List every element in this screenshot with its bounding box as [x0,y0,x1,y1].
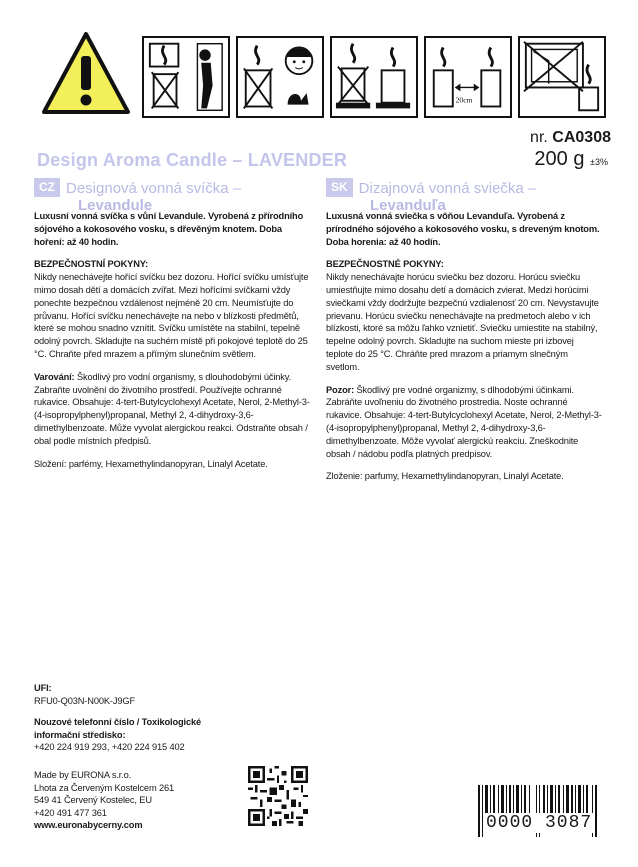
cz-safety [34,258,310,360]
sk-name-line2: Levanduľa [370,197,446,214]
product-number [530,129,611,147]
product-code: CA0308 [552,129,611,146]
no-unattended-icon [330,36,418,118]
cz-warning-text: Škodlivý pro vodní organismy, s dlouhodobými účinky. Zabraňte uvolnění do životního prostředí. Používejte ochranné rukavice. Obsahuje: 4-tert-Butylcyclohexyl Acetate, Nerol, 2-Methyl-3-(4-isopropylphenyl)propanal, Methyl 2, 4-dihydroxy-3,6-dimethylbenzoate. Může vyvolat alergickou reakci. Odstraňte obsah / obal podle místních předpisů. [34,371,310,446]
sk-safety-text: Nikdy nenechávajte horúcu sviečku bez dozoru. Horúcu sviečku umiestňujte mimo dosahu detí a domácich zvierat. Medzi horúcimi sviečkami vždy dodržujte bezpečnú vzdialenosť 20 cm. Nevystavujte prievanu. Horúcu sviečku nenechávajte na predmetoch alebo v ich blízkosti, ktoré sa môžu ľahko vznietiť. Sviečku umiestite na stabilný, tepelne odolný povrch. Skladujte na suchom mieste pri izbovej teplote do 25 °C. Chráňte pred mrazom a priamym slnečným svetlom. [326,272,599,372]
cz-badge: CZ [34,178,60,197]
sk-warning [326,384,602,461]
address-line-2: 549 41 Červený Kostelec, EU [34,795,152,805]
sk-safety [326,258,602,373]
sk-safety-heading: BEZPEČNOSTNÉ POKYNY: [326,259,444,270]
candle-spacing-icon [424,36,512,118]
product-weight [534,148,608,171]
address-line-1: Lhota za Červeným Kostelcem 261 [34,782,175,793]
cz-safety-heading: BEZPEČNOSTNÍ POKYNY: [34,259,149,270]
sk-name-line1: Dizajnová vonná sviečka – [358,180,537,197]
weight-tolerance: ±3% [590,157,608,167]
made-by: Made by EURONA s.r.o. [34,770,132,780]
cz-name-line1: Designová vonná svíčka – [66,180,242,197]
ufi-code: RFU0-Q03N-N00K-J9GF [34,695,135,706]
no-draft-icon [518,36,606,118]
ufi-block [34,682,135,707]
cz-composition: Složení: parfémy, Hexamethylindanopyran, Linalyl Acetate. [34,458,268,469]
cz-column [34,210,310,480]
sk-column [326,210,602,493]
sk-warning-text: Škodlivý pre vodné organizmy, s dlhodobými účinkami. Zabráňte uvoľneniu do životného prostredia. Noste ochranné rukavice. Obsahuje: 4-tert-Butylcyclohexyl Acetate, Nerol, 2-Methyl-3-(4-isopropylphenyl)propanal, Methyl 2, 4-dihydroxy-3,6-dimethylbenzoate. Môže vyvolať alergickú reakciu. Zneškodnite obsah / nádobu podľa platných predpisov. [326,384,602,459]
sk-badge: SK [326,178,353,197]
qr-code [248,766,308,826]
no-children-icon [142,36,230,118]
emergency-label-1: Nouzové telefonní číslo / Toxikologické [34,717,202,727]
emergency-block [34,716,201,754]
weight-value: 200 g [534,148,585,170]
cz-safety-text: Nikdy nenechávejte hořící svíčku bez dozoru. Hořící svíčku umísťujte mimo dosah dětí a domácích zvířat. Mezi hořícími svíčkami vždy ponechte bezpečnou vzdálenost nejméně 20 cm. Neumísťujte do průvanu. Hořící svíčku nenechávejte na nebo v blízkosti předmětů, které se mohou snadno vznítit. Svíčku umístěte na stabilní, tepelně odolný povrch. Skladujte na suchém místě při pokojové teplotě do 25 °C. Chraňte před mrazem a přímým slunečním světlem. [34,272,309,359]
cz-heading [34,178,241,214]
cz-intro: Luxusní vonná svíčka s vůní Levandule. Vyrobená z přírodního sójového a kokosového vosku, s dřevěným knotem. Doba hoření: až 40 hodin. [34,211,304,247]
sk-composition: Zloženie: parfumy, Hexamethylindanopyran, Linalyl Acetate. [326,471,564,482]
cz-name-line2: Levandule [78,197,153,214]
keep-away-from-children-icon [236,36,324,118]
cz-warning [34,371,310,448]
emergency-label-2: informační středisko: [34,729,126,740]
sk-intro: Luxusná vonná sviečka s vôňou Levanduľa. Vyrobená z prírodného sójového a kokosového vosku, s dreveným knotom. Doba horenia: až 40 hodín. [326,211,600,247]
cz-warning-heading: Varování: [34,371,75,382]
ufi-label: UFI: [34,683,52,693]
sk-heading [326,178,536,214]
product-title: Design Aroma Candle – LAVENDER [37,150,348,170]
manufacturer-block [34,769,174,832]
sk-warning-heading: Pozor: [326,384,355,395]
warning-icon [40,30,132,116]
spacing-label: 20cm [455,95,473,105]
barcode-number: 0000 3087 [486,813,593,833]
company-phone: +420 491 477 361 [34,807,107,818]
product-number-prefix: nr. [530,129,548,146]
company-website: www.euronabycerny.com [34,820,143,830]
emergency-phones: +420 224 919 293, +420 224 915 402 [34,742,185,752]
